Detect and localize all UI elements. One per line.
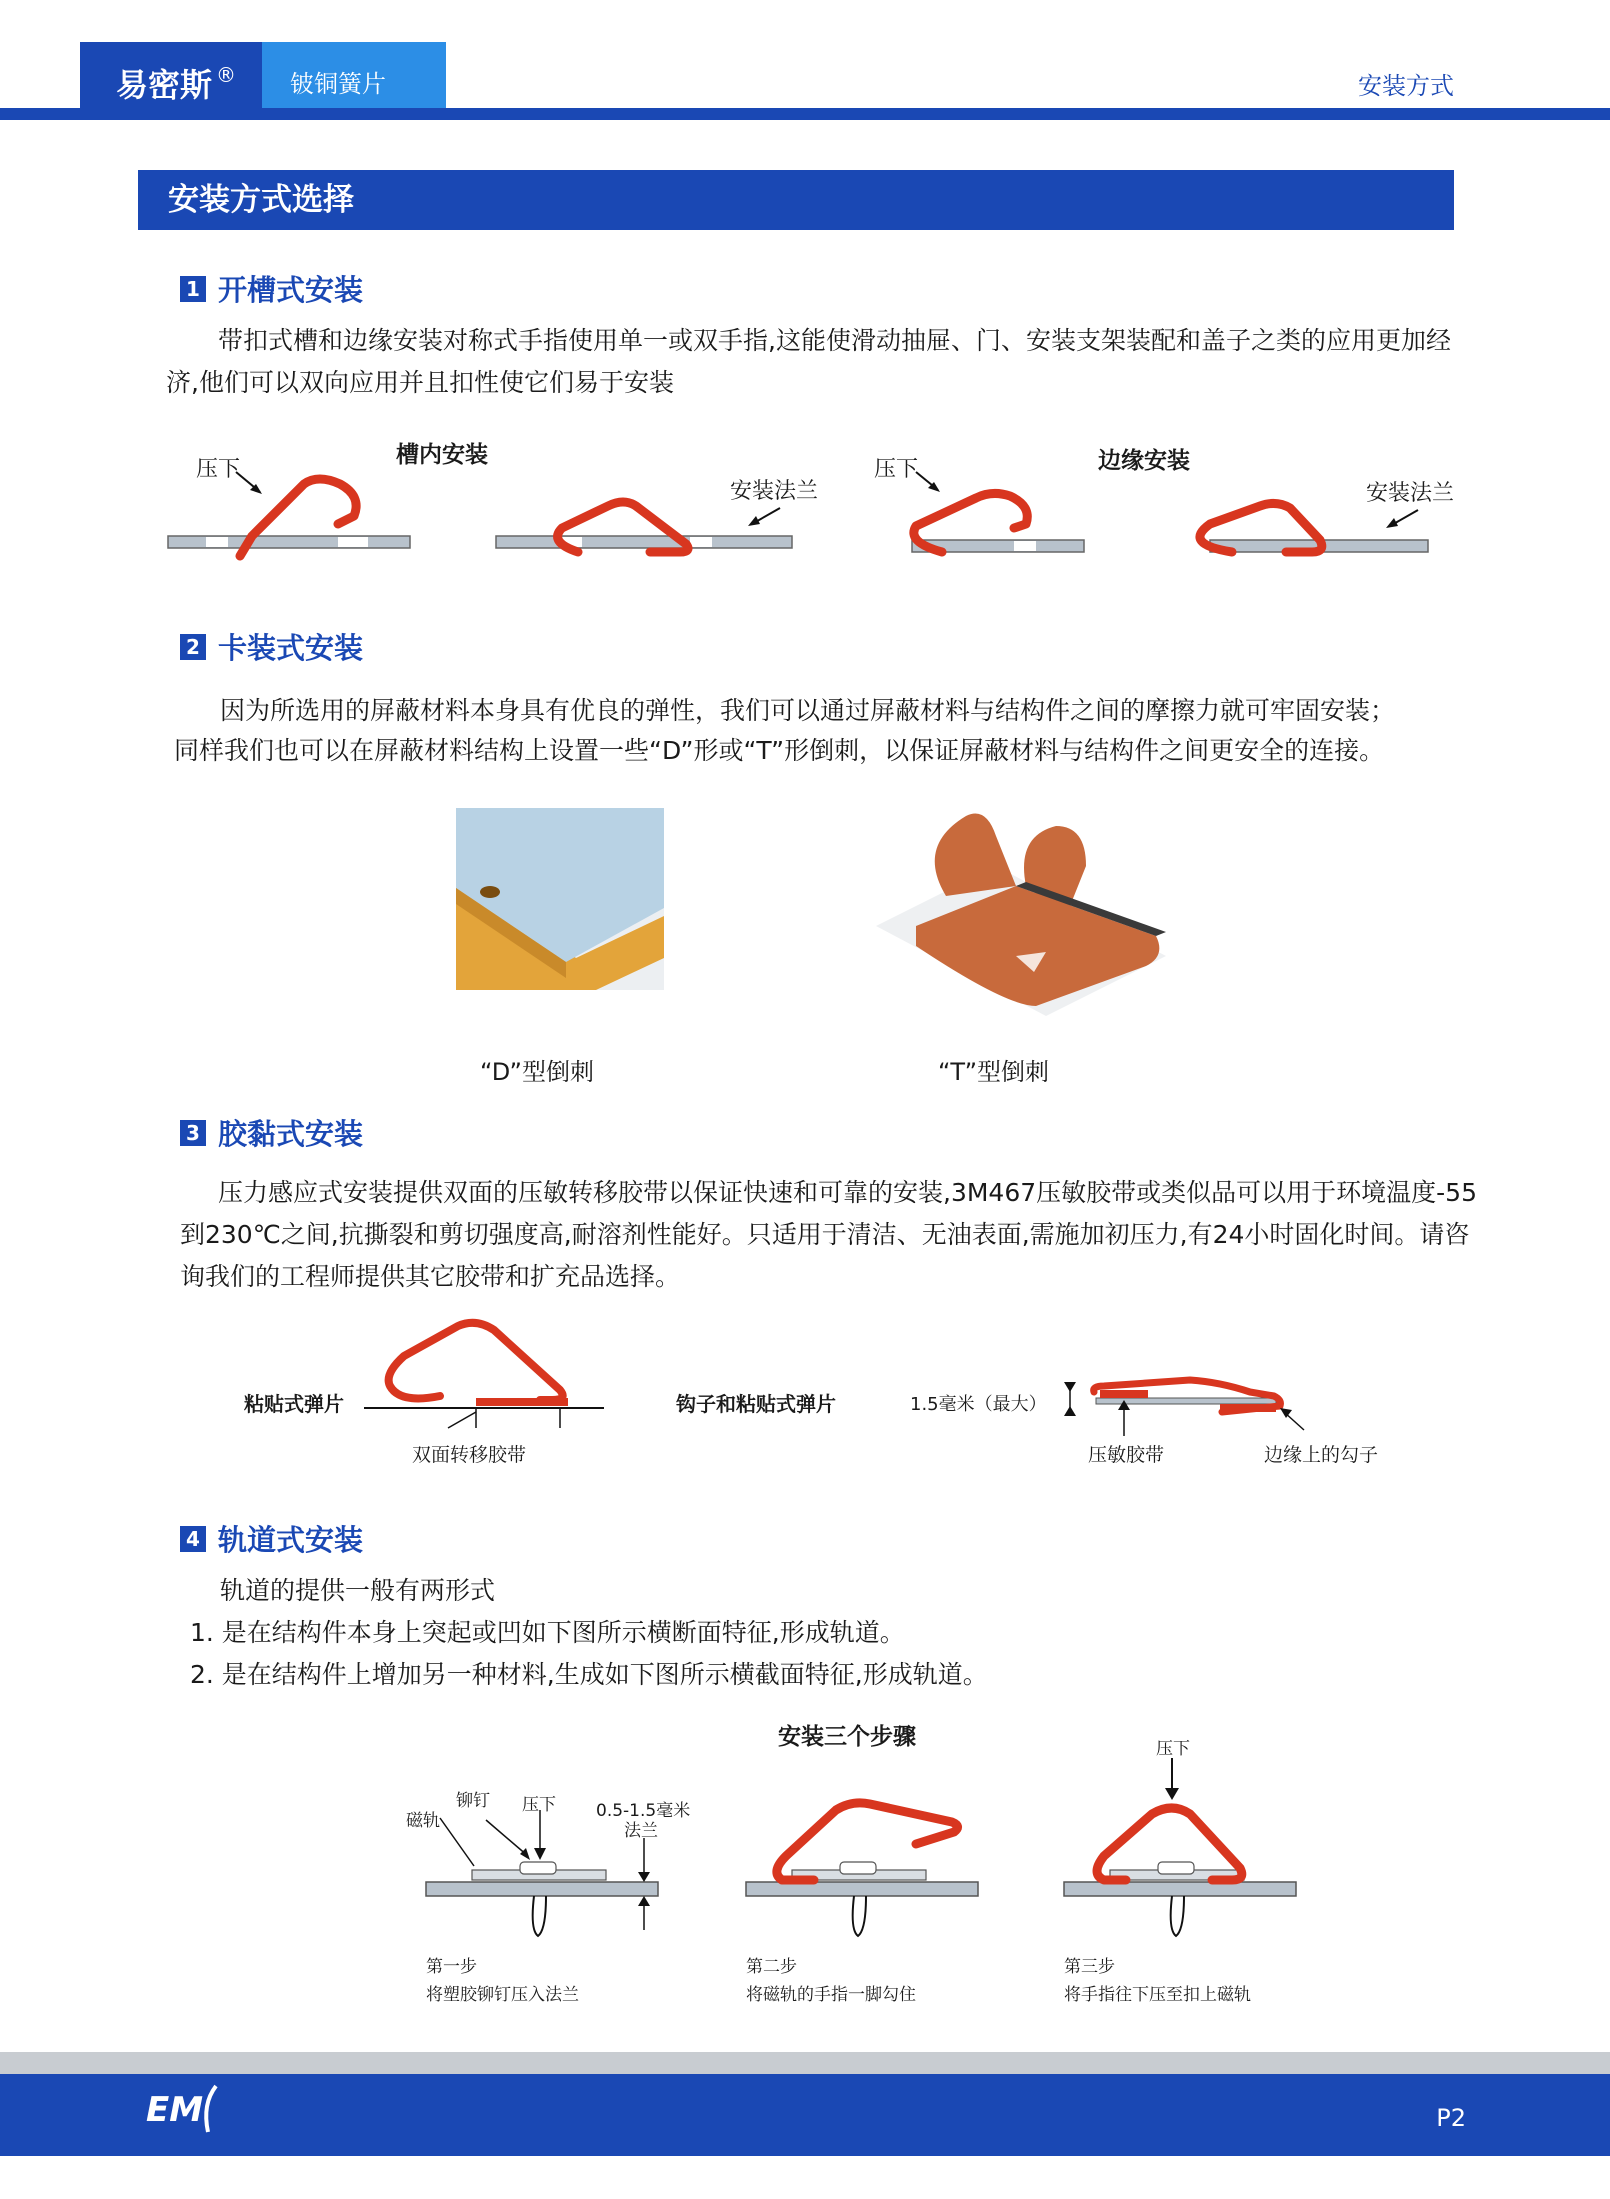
label-adhesive-finger: 粘贴式弹片: [244, 1392, 344, 1416]
t-barb-image: [876, 806, 1166, 1016]
label-flange-thickness: 0.5-1.5毫米: [596, 1801, 691, 1821]
section-2-text-1: 因为所选用的屏蔽材料本身具有优良的弹性，我们可以通过屏蔽材料与结构件之间的摩擦力就可牢固安装；: [220, 696, 1396, 725]
header-section: 安装方式: [1358, 72, 1454, 100]
label-press-step1: 压下: [522, 1795, 556, 1815]
label-press-2: 压下: [874, 457, 919, 482]
label-press-step3: 压下: [1156, 1739, 1190, 1759]
label-flange: 法兰: [624, 1821, 658, 1841]
brand-logo: 易密斯 ®: [80, 42, 262, 108]
section-2-text-2: 同样我们也可以在屏蔽材料结构上设置一些“D”形或“T”形倒刺，以保证屏蔽材料与结构件之间更安全的连接。: [174, 736, 1385, 765]
section-1-title: 1 开槽式安装: [180, 268, 363, 309]
footer-bar: [0, 2074, 1610, 2156]
slot-mount-diagram: [0, 0, 1610, 600]
product-name: 铍铜簧片: [262, 42, 446, 108]
logo-swoosh-icon: [196, 2084, 220, 2134]
footer-logo: EM: [146, 2090, 204, 2130]
section-4-item-2: 2. 是在结构件上增加另一种材料,生成如下图所示横截面特征,形成轨道。: [190, 1660, 988, 1689]
step-3-name: 第三步: [1064, 1957, 1115, 1977]
caption-d-barb: “D”型倒刺: [480, 1058, 594, 1086]
label-psa-tape: 压敏胶带: [1088, 1444, 1165, 1466]
rail-mount-diagram: [0, 1740, 1610, 1940]
label-flange-2: 安装法兰: [1366, 481, 1455, 506]
page-title: 安装方式选择: [138, 170, 1454, 230]
section-3-text: 压力感应式安装提供双面的压敏转移胶带以保证快速和可靠的安装,3M467压敏胶带或类似品可以用于环境温度-55到230℃之间,抗撕裂和剪切强度高,耐溶剂性能好。只适用于清洁、无油表面,需施加初压力,有24小时固化时间。请咨询我们的工程师提供其它胶带和扩充品选择。: [180, 1178, 1477, 1291]
label-rail: 磁轨: [406, 1811, 440, 1831]
caption-t-barb: “T”型倒刺: [938, 1058, 1049, 1086]
section-3-title: 3 胶黏式安装: [180, 1112, 363, 1153]
section-1-text: 带扣式槽和边缘安装对称式手指使用单一或双手指,这能使滑动抽屉、门、安装支架装配和盖子之类的应用更加经济,他们可以双向应用并且扣性使它们易于安装: [166, 326, 1451, 397]
section-4-item-1: 1. 是在结构件本身上突起或凹如下图所示横断面特征,形成轨道。: [190, 1618, 905, 1647]
label-max-thickness: 1.5毫米（最大）: [910, 1394, 1047, 1415]
steps-title: 安装三个步骤: [778, 1724, 916, 1750]
label-press-1: 压下: [196, 457, 241, 482]
label-in-slot: 槽内安装: [396, 442, 488, 468]
label-tape: 双面转移胶带: [412, 1444, 527, 1466]
adhesive-mount-diagram: [0, 1300, 1610, 1470]
step-1-name: 第一步: [426, 1957, 477, 1977]
label-flange-1: 安装法兰: [730, 479, 819, 504]
section-4-intro: 轨道的提供一般有两形式: [220, 1576, 496, 1605]
step-1-desc: 将塑胶铆钉压入法兰: [426, 1985, 579, 2005]
section-2-title: 2 卡装式安装: [180, 626, 363, 667]
label-edge-hook: 边缘上的勾子: [1264, 1444, 1379, 1466]
step-2-desc: 将磁轨的手指一脚勾住: [746, 1985, 916, 2005]
page-number: P2: [1436, 2104, 1466, 2132]
step-3-desc: 将手指往下压至扣上磁轨: [1064, 1985, 1251, 2005]
step-2-name: 第二步: [746, 1957, 797, 1977]
label-edge: 边缘安装: [1098, 448, 1190, 474]
section-4-title: 4 轨道式安装: [180, 1518, 363, 1559]
d-barb-image: [456, 808, 664, 990]
label-rivet: 铆钉: [456, 1791, 490, 1811]
footer-rule: [0, 2052, 1610, 2074]
label-hook-adhesive: 钩子和粘贴式弹片: [676, 1392, 836, 1416]
